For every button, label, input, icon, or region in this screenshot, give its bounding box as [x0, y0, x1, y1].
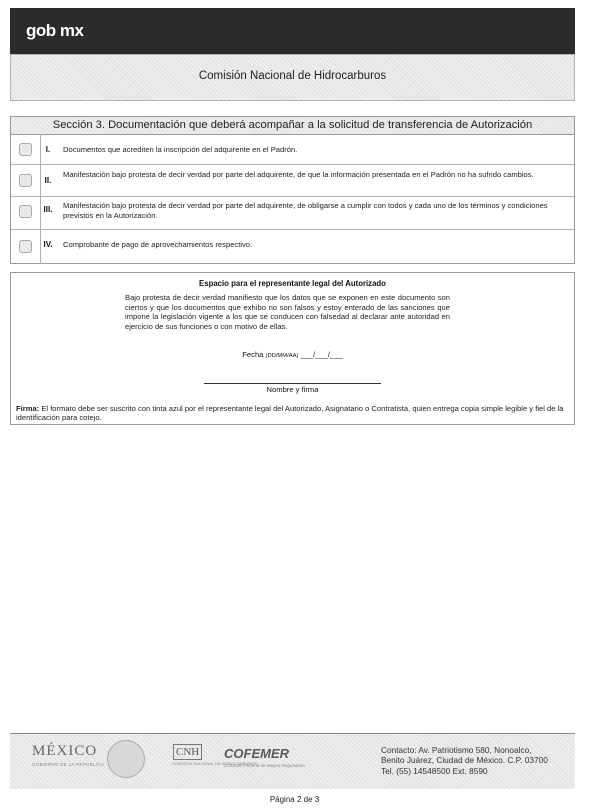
signature-line[interactable]	[204, 383, 381, 384]
top-bar	[10, 8, 575, 54]
contact-line: Benito Juárez, Ciudad de México. C.P. 03700	[381, 755, 548, 766]
national-seal-icon	[107, 740, 145, 778]
legal-declaration: Bajo protesta de decir verdad manifiesto que los datos que se exponen en este documento son ciertos y que los documentos que exhibo no son falsos y estoy enterado de las sanciones que impone la legislación vigente a los que se conducen con falsedad al declarar ante autoridad en ejercicio de sus funciones o con motivo de ellas.	[125, 293, 450, 331]
mexico-logo-subtitle: GOBIERNO DE LA REPÚBLICA	[32, 762, 105, 767]
cnh-logo: CNH	[173, 744, 202, 760]
checkbox-cell	[11, 197, 41, 229]
item-text: Manifestación bajo protesta de decir verdad por parte del adquirente, de obligarse a cumplir con todos y cada uno de los términos y condiciones previstos en la Autorización.	[63, 201, 548, 220]
contact-line: Contacto: Av. Patriotismo 580, Nonoalco,	[381, 745, 532, 755]
document-row-4	[11, 230, 574, 264]
item-number: III.	[43, 205, 53, 214]
institution-title: Comisión Nacional de Hidrocarburos	[198, 70, 387, 82]
date-field[interactable]	[11, 350, 574, 359]
mexico-logo: MÉXICO	[32, 743, 98, 759]
document-row-2	[11, 165, 574, 197]
header-band	[10, 54, 575, 101]
document-checkbox-1[interactable]	[19, 143, 32, 156]
signature-label: Nombre y firma	[266, 385, 319, 394]
documents-section	[10, 116, 575, 264]
contact-line: Tel. (55) 14548500 Ext. 8590	[381, 765, 488, 776]
checkbox-cell	[11, 230, 41, 264]
item-number: IV.	[43, 240, 53, 249]
document-row-3	[11, 197, 574, 230]
item-text: Manifestación bajo protesta de decir verdad por parte del adquirente, de que la información presentada en el Padrón no ha sufrido cambios.	[63, 170, 534, 179]
signature-note	[16, 404, 570, 422]
cnh-logo-subtitle: COMISIÓN NACIONAL DE HIDROCARBUROS	[172, 761, 257, 766]
footer	[10, 733, 575, 789]
section-title: Sección 3. Documentación que deberá acompañar a la solicitud de transferencia de Autorización	[11, 117, 574, 135]
date-format: (DD/MM/AA)	[265, 353, 299, 359]
document-checkbox-4[interactable]	[19, 240, 32, 253]
contact-info	[381, 745, 548, 776]
firma-text: El formato debe ser suscrito con tinta azul por el representante legal del Autorizado, Asignatario o Contratista, quien entrega copia simple legible y fiel de la identificación para cotejo.	[16, 404, 564, 423]
page-number: Página 2 de 3	[269, 795, 320, 804]
item-number: II.	[44, 176, 52, 185]
cofemer-logo-subtitle: Comisión Federal de Mejora Regulatoria	[224, 763, 305, 768]
date-label: Fecha	[242, 350, 264, 359]
item-text: Documentos que acrediten la inscripción del adquirente en el Padrón.	[63, 145, 298, 154]
cofemer-logo: COFEMER	[224, 746, 289, 761]
document-checkbox-2[interactable]	[19, 174, 32, 187]
checkbox-cell	[11, 165, 41, 196]
legal-heading: Espacio para el representante legal del Autorizado	[199, 279, 386, 288]
document-row-1	[11, 135, 574, 165]
item-number: I.	[45, 145, 51, 154]
document-checkbox-3[interactable]	[19, 205, 32, 218]
legal-representative-box	[10, 272, 575, 425]
item-text: Comprobante de pago de aprovechamientos respectivo.	[63, 240, 253, 249]
checkbox-cell	[11, 135, 41, 164]
date-blank: ___/___/___	[298, 350, 343, 359]
firma-label: Firma:	[16, 404, 40, 413]
gobmx-logo: gob mx	[26, 21, 84, 40]
